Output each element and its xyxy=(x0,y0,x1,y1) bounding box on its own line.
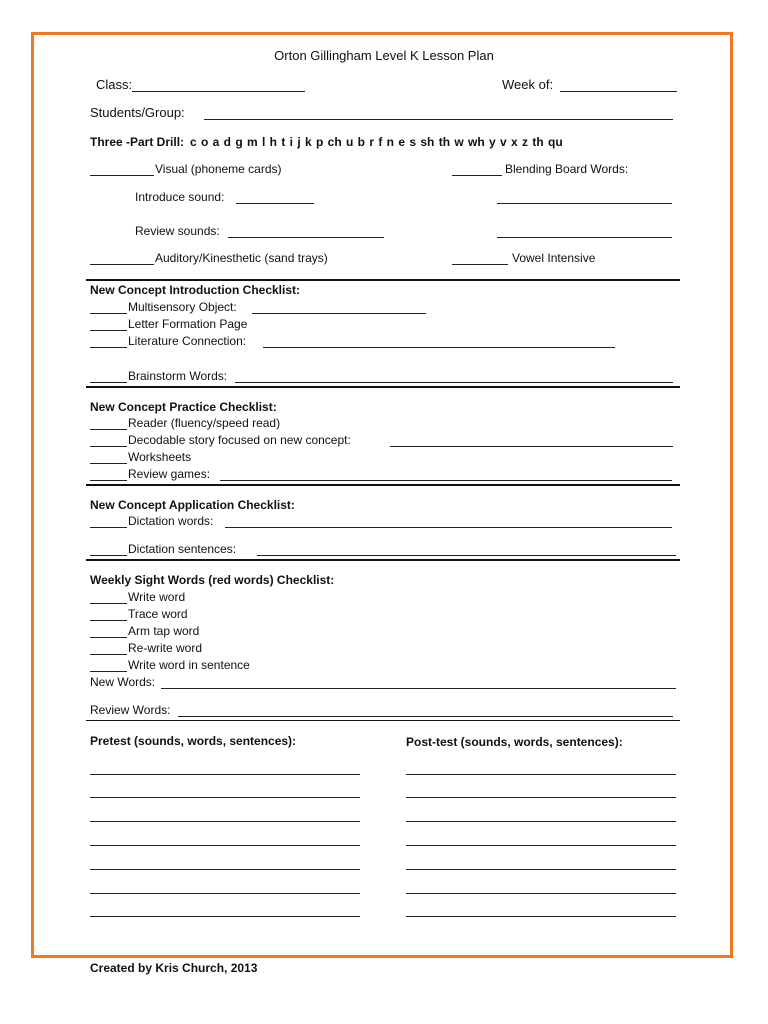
sentence-check[interactable] xyxy=(90,671,127,672)
posttest-line-4[interactable] xyxy=(406,845,676,846)
reader-label: Reader (fluency/speed read) xyxy=(128,416,281,430)
class-field[interactable] xyxy=(132,91,305,92)
dictation-words-check[interactable] xyxy=(90,527,127,528)
posttest-line-6[interactable] xyxy=(406,893,676,894)
multisensory-field[interactable] xyxy=(252,313,426,314)
decodable-check[interactable] xyxy=(90,446,127,447)
literature-check[interactable] xyxy=(90,347,127,348)
review-words-field[interactable] xyxy=(178,716,673,717)
new-words-label: New Words: xyxy=(90,675,156,689)
intro-heading: New Concept Introduction Checklist: xyxy=(90,283,301,297)
posttest-line-1[interactable] xyxy=(406,774,676,775)
week-label: Week of: xyxy=(502,77,554,92)
introduce-field[interactable] xyxy=(236,203,314,204)
page-title: Orton Gillingham Level K Lesson Plan xyxy=(274,48,494,63)
drill-letters: c o a d g m l h t i j k p ch u b r f n e s sh th w wh y v x z th qu xyxy=(190,135,563,149)
letter-formation-label: Letter Formation Page xyxy=(128,317,248,331)
blending-label: Blending Board Words: xyxy=(505,162,629,176)
posttest-heading: Post-test (sounds, words, sentences): xyxy=(406,735,623,749)
arm-tap-label: Arm tap word xyxy=(128,624,200,638)
rewrite-check[interactable] xyxy=(90,654,127,655)
auditory-check[interactable] xyxy=(90,264,154,265)
decodable-label: Decodable story focused on new concept: xyxy=(128,433,351,447)
dictation-sentences-label: Dictation sentences: xyxy=(128,542,237,556)
divider-1 xyxy=(86,279,680,281)
divider-3 xyxy=(86,484,680,486)
pretest-line-6[interactable] xyxy=(90,893,360,894)
write-check[interactable] xyxy=(90,603,127,604)
blending-check[interactable] xyxy=(452,175,502,176)
posttest-line-3[interactable] xyxy=(406,821,676,822)
brainstorm-label: Brainstorm Words: xyxy=(128,369,228,383)
worksheets-check[interactable] xyxy=(90,463,127,464)
drill-label: Three -Part Drill: xyxy=(90,135,185,149)
students-field[interactable] xyxy=(204,119,673,120)
pretest-line-7[interactable] xyxy=(90,916,360,917)
sentence-label: Write word in sentence xyxy=(128,658,250,672)
new-words-field[interactable] xyxy=(161,688,676,689)
posttest-line-2[interactable] xyxy=(406,797,676,798)
blending-line-1[interactable] xyxy=(497,203,672,204)
literature-label: Literature Connection: xyxy=(128,334,247,348)
pretest-line-3[interactable] xyxy=(90,821,360,822)
games-label: Review games: xyxy=(128,467,211,481)
students-label: Students/Group: xyxy=(90,105,185,120)
worksheets-label: Worksheets xyxy=(128,450,192,464)
vowel-check[interactable] xyxy=(452,264,508,265)
week-field[interactable] xyxy=(560,91,677,92)
games-field[interactable] xyxy=(220,480,672,481)
visual-label: Visual (phoneme cards) xyxy=(155,162,282,176)
dictation-words-field[interactable] xyxy=(225,527,672,528)
multisensory-label: Multisensory Object: xyxy=(128,300,237,314)
posttest-line-5[interactable] xyxy=(406,869,676,870)
review-field[interactable] xyxy=(228,237,384,238)
pretest-heading: Pretest (sounds, words, sentences): xyxy=(90,734,297,748)
trace-check[interactable] xyxy=(90,620,127,621)
practice-heading: New Concept Practice Checklist: xyxy=(90,400,277,414)
pretest-line-1[interactable] xyxy=(90,774,360,775)
sight-heading: Weekly Sight Words (red words) Checklist: xyxy=(90,573,335,587)
application-heading: New Concept Application Checklist: xyxy=(90,498,295,512)
pretest-line-4[interactable] xyxy=(90,845,360,846)
dictation-sentences-field[interactable] xyxy=(257,555,676,556)
footer-credit: Created by Kris Church, 2013 xyxy=(90,961,258,975)
divider-4 xyxy=(86,559,680,561)
games-check[interactable] xyxy=(90,480,127,481)
pretest-line-5[interactable] xyxy=(90,869,360,870)
auditory-label: Auditory/Kinesthetic (sand trays) xyxy=(155,251,328,265)
pretest-line-2[interactable] xyxy=(90,797,360,798)
brainstorm-field[interactable] xyxy=(235,382,673,383)
class-label: Class: xyxy=(96,77,133,92)
blending-line-2[interactable] xyxy=(497,237,672,238)
rewrite-label: Re-write word xyxy=(128,641,203,655)
review-words-label: Review Words: xyxy=(90,703,171,717)
trace-label: Trace word xyxy=(128,607,188,621)
arm-tap-check[interactable] xyxy=(90,637,127,638)
visual-check[interactable] xyxy=(90,175,154,176)
posttest-line-7[interactable] xyxy=(406,916,676,917)
letter-formation-check[interactable] xyxy=(90,330,127,331)
divider-5 xyxy=(86,720,680,721)
dictation-sentences-check[interactable] xyxy=(90,555,127,556)
dictation-words-label: Dictation words: xyxy=(128,514,214,528)
divider-2 xyxy=(86,386,680,388)
write-label: Write word xyxy=(128,590,186,604)
brainstorm-check[interactable] xyxy=(90,382,127,383)
reader-check[interactable] xyxy=(90,429,127,430)
literature-field[interactable] xyxy=(263,347,615,348)
decodable-field[interactable] xyxy=(390,446,673,447)
multisensory-check[interactable] xyxy=(90,313,127,314)
introduce-label: Introduce sound: xyxy=(135,190,225,204)
review-label: Review sounds: xyxy=(135,224,220,238)
vowel-label: Vowel Intensive xyxy=(512,251,596,265)
